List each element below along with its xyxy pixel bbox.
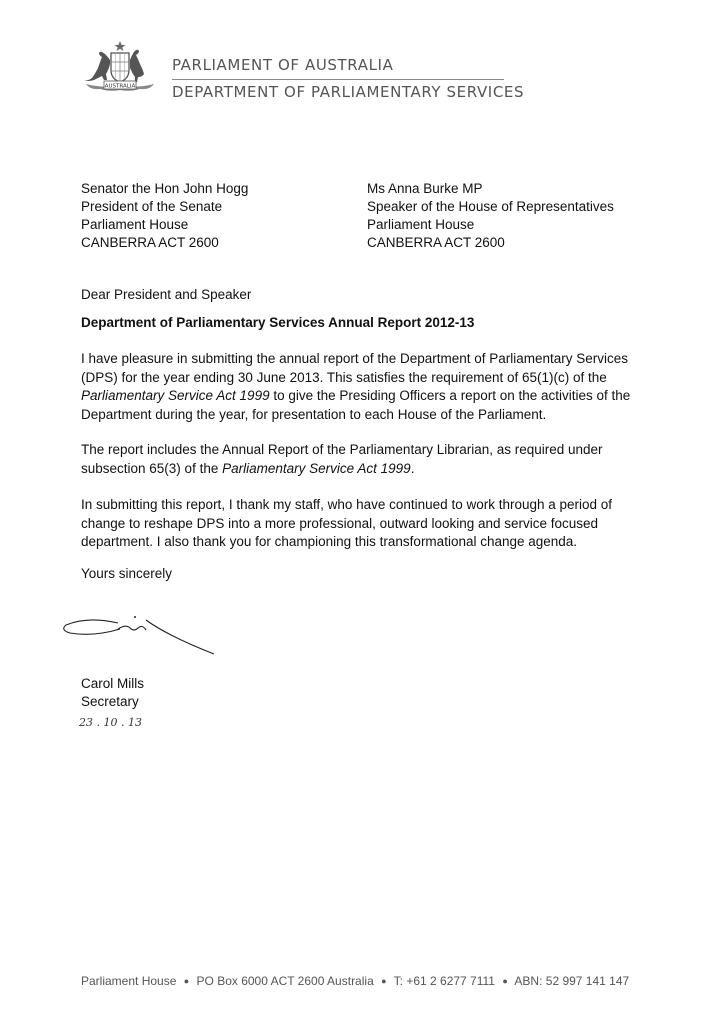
bullet-separator: ●: [183, 976, 190, 986]
addressee-left-line: President of the Senate: [81, 199, 223, 214]
handwritten-date: [77, 711, 157, 733]
handwritten-date-text: 23 . 10 . 13: [79, 716, 142, 729]
footer-address: Parliament House: [81, 974, 177, 988]
act-title: Parliamentary Service Act 1999: [81, 388, 270, 403]
letterhead-parliament: PARLIAMENT OF AUSTRALIA: [172, 56, 394, 74]
signer-name: Carol Mills: [81, 676, 145, 691]
addressee-right-line: Parliament House: [367, 217, 475, 232]
addressee-left-line: Senator the Hon John Hogg: [81, 181, 249, 196]
signer-title: Secretary: [81, 694, 139, 709]
p1-text: I have pleasure in submitting the annual report of the Department of Parliamentary Services (DPS) for the year ending 30 June 2013. This satisfies the requirement of 65(1)(c) of the: [81, 351, 629, 385]
letterhead-divider: [172, 79, 504, 80]
footer-phone: T: +61 2 6277 7111: [393, 974, 495, 988]
p2-text-cont: .: [410, 460, 415, 476]
signature-image: [58, 606, 228, 664]
act-title: Parliamentary Service Act 1999: [222, 460, 411, 476]
crest-ribbon-text: AUSTRALIA: [104, 83, 136, 90]
bullet-separator: ●: [381, 976, 387, 986]
addressee-left-line: CANBERRA ACT 2600: [81, 235, 219, 250]
signer-block: [81, 675, 144, 711]
coat-of-arms-icon: [80, 40, 160, 96]
addressee-right-line: Speaker of the House of Representatives: [367, 199, 614, 214]
body-paragraph-2: [81, 441, 641, 478]
footer: [81, 974, 629, 988]
addressee-right: [367, 180, 614, 252]
body-paragraph-3: [81, 496, 641, 552]
letterhead-department: DEPARTMENT OF PARLIAMENTARY SERVICES: [172, 83, 525, 101]
salutation: Dear President and Speaker: [81, 287, 252, 302]
bullet-separator: ●: [502, 976, 508, 986]
body-paragraph-1: [81, 350, 641, 424]
footer-po-box: PO Box 6000 ACT 2600 Australia: [196, 974, 374, 988]
addressee-right-line: Ms Anna Burke MP: [367, 181, 483, 196]
p1-text-cont: to give the Presiding Officers a report on the activities of the Department during the year, for presentation to each House of the Parliament.: [81, 388, 631, 422]
addressee-right-line: CANBERRA ACT 2600: [367, 235, 505, 250]
footer-abn: ABN: 52 997 141 147: [514, 974, 630, 988]
addressee-left: [81, 180, 248, 252]
subject-line: Department of Parliamentary Services Annual Report 2012-13: [81, 315, 475, 330]
closing: Yours sincerely: [81, 566, 173, 581]
p3-text: In submitting this report, I thank my staff, who have continued to work through a period of change to reshape DPS into a more professional, outward looking and service focused department. I also thank you for championing this transformational change agenda.: [81, 497, 613, 549]
p2-text: The report includes the Annual Report of the Parliamentary Librarian, as required under subsection 65(3) of the: [81, 442, 603, 476]
addressee-left-line: Parliament House: [81, 217, 189, 232]
